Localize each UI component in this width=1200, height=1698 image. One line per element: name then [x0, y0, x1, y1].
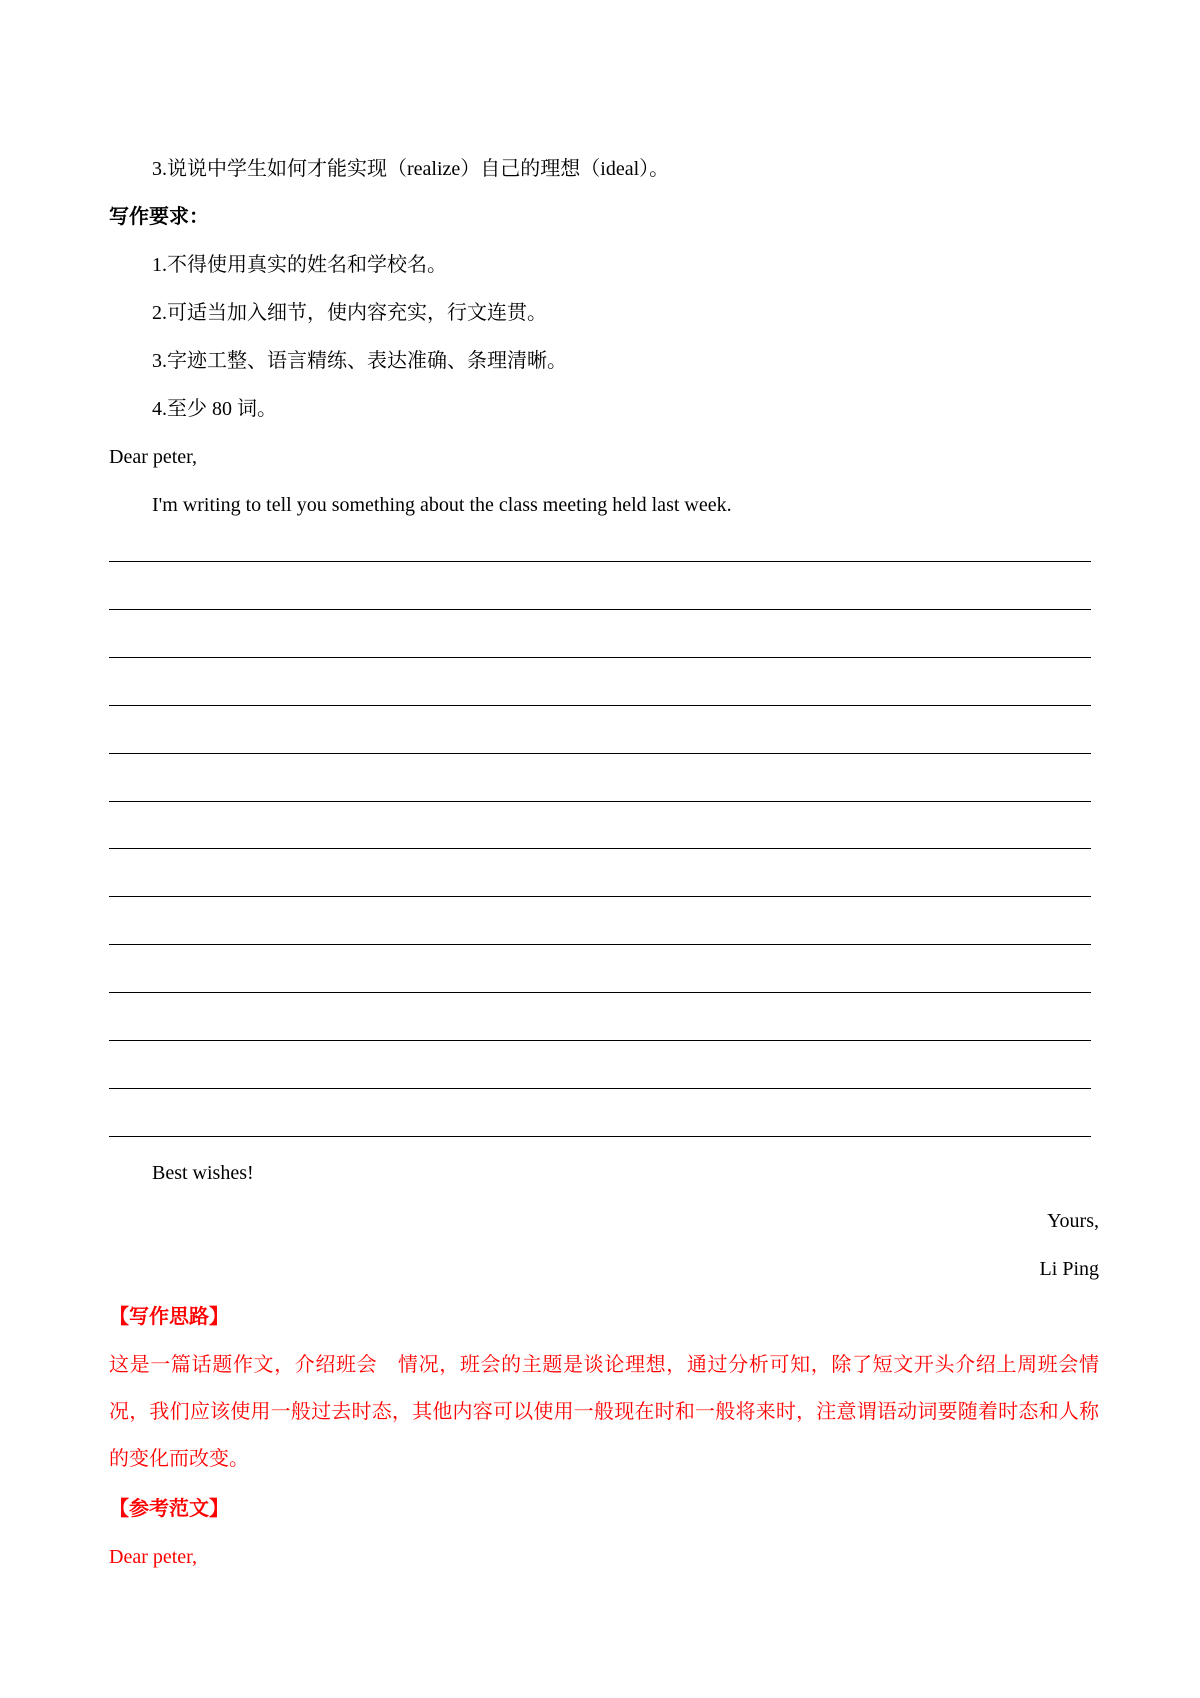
letter-sign-off: Yours, — [1047, 1210, 1099, 1232]
letter-salutation: Dear peter, — [109, 446, 198, 468]
analysis-text: 这是一篇话题作文，介绍班会 情况，班会的主题是谈论理想，通过分析可知，除了短文开头介绍上周班会情况，我们应该使用一般过去时态，其他内容可以使用一般现在时和一般将来时，注意谓语动词要随着时态和人称的变化而改变。 — [109, 1354, 1099, 1470]
requirement-item-2: 2.可适当加入细节，使内容充实，行文连贯。 — [152, 302, 547, 324]
letter-signature: Li Ping — [1039, 1258, 1099, 1280]
answer-blank-line[interactable] — [109, 1136, 1091, 1137]
answer-blank-line[interactable] — [109, 896, 1091, 897]
answer-blank-line[interactable] — [109, 561, 1091, 562]
task-point-3: 3.说说中学生如何才能实现（realize）自己的理想（ideal）。 — [152, 158, 670, 180]
requirement-item-1: 1.不得使用真实的姓名和学校名。 — [152, 254, 447, 276]
answer-blank-line[interactable] — [109, 1040, 1091, 1041]
requirement-item-4: 4.至少 80 词。 — [152, 398, 277, 420]
analysis-heading: 【写作思路】 — [109, 1306, 229, 1328]
requirements-heading: 写作要求： — [109, 206, 209, 228]
answer-blank-line[interactable] — [109, 848, 1091, 849]
answer-blank-line[interactable] — [109, 657, 1091, 658]
answer-blank-line[interactable] — [109, 1088, 1091, 1089]
requirement-item-3: 3.字迹工整、语言精练、表达准确、条理清晰。 — [152, 350, 567, 372]
answer-blank-line[interactable] — [109, 944, 1091, 945]
sample-salutation: Dear peter, — [109, 1546, 198, 1568]
answer-blank-line[interactable] — [109, 801, 1091, 802]
letter-opening: I'm writing to tell you something about the class meeting held last week. — [152, 494, 732, 516]
answer-blank-line[interactable] — [109, 705, 1091, 706]
sample-heading: 【参考范文】 — [109, 1498, 229, 1520]
answer-blank-line[interactable] — [109, 753, 1091, 754]
answer-blank-line[interactable] — [109, 992, 1091, 993]
letter-closing: Best wishes! — [152, 1162, 254, 1184]
answer-blank-line[interactable] — [109, 609, 1091, 610]
